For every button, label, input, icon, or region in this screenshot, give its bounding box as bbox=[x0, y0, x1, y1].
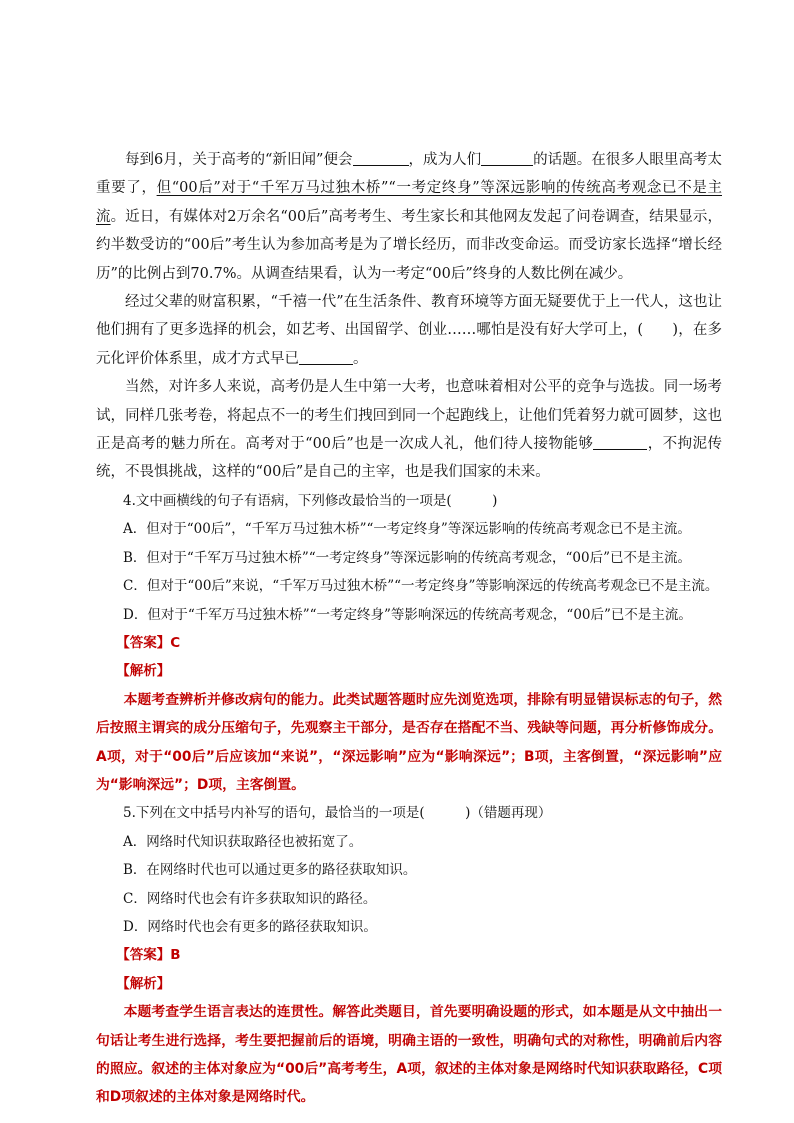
underlined-sentence: 但“00后”对于“千军万马过独木桥”“一考定终身”等深远影响的传统高考观念已不是主流 bbox=[96, 180, 722, 225]
passage-paragraph-3 bbox=[96, 373, 722, 487]
question-4-option-d: D．但对于“千军万马过独木桥”“一考定终身”等影响深远的传统高考观念，“00后”已不是主流。 bbox=[123, 606, 692, 623]
question-4-answer: 【答案】C bbox=[116, 634, 181, 651]
passage-text: 当然，对许多人来说，高考仍是人生中第一大考，也意味着相对公平的竞争与选拔。同一场考试，同样几张考卷，将起点不一的考生们拽回到同一个起跑线上，让他们凭着努力就可圆梦，这也正是高考的魅力所在。高考对于“00后”也是一次成人礼，他们待人接物能够 bbox=[96, 379, 722, 453]
passage-text: 。近日，有媒体对2万余名“00后”高考考生、考生家长和其他网友发起了问卷调查，结果显示，约半数受访的“00后”考生认为参加高考是为了增长经历，而非改变命运。而受访家长选择“增长经历”的比例占到70.7%。从调查结果看，认为一考定“00后”终身的人数比例在减少。 bbox=[96, 208, 723, 282]
document-body bbox=[96, 146, 722, 1112]
passage-text: ，不拘泥传统，不畏惧挑战，这样的“00后”是自己的主宰，也是我们国家的未来。 bbox=[96, 436, 722, 481]
question-4-analysis-label: 【解析】 bbox=[116, 663, 171, 680]
fill-blank-3 bbox=[299, 349, 353, 365]
question-5-analysis-label: 【解析】 bbox=[116, 975, 171, 992]
passage-text: 的话题。在很多人眼里高考太重要了， bbox=[96, 152, 722, 197]
passage-paragraph-1 bbox=[96, 146, 722, 288]
question-5-analysis: 本题考查学生语言表达的连贯性。解答此类题目，首先要明确设题的形式，如本题是从文中抽出一句话让考生进行选择，考生要把握前后的语境，明确主语的一致性，明确句式的对称性，明确前后内容的照应。叙述的主体对象应为“00后”高考考生，A项，叙述的主体对象是网络时代知识获取路径，C项和D项叙述的主体对象是网络时代。 bbox=[96, 1004, 722, 1106]
fill-blank-4 bbox=[593, 435, 647, 451]
question-5-stem: 5.下列在文中括号内补写的语句，最恰当的一项是( )（错题再现） bbox=[123, 805, 552, 822]
question-4-option-a: A．但对于“00后”，“千军万马过独木桥”“一考定终身”等深远影响的传统高考观念已不是主流。 bbox=[123, 521, 691, 538]
question-4-analysis: 本题考查辨析并修改病句的能力。此类试题答题时应先浏览选项，排除有明显错误标志的句子，然后按照主谓宾的成分压缩句子，先观察主干部分，是否存在搭配不当、残缺等问题，再分析修饰成分。A项，对于“00后”后应该加“来说”，“深远影响”应为“影响深远”；B项，主客倒置，“深远影响”应为“影响深远”；D项，主客倒置。 bbox=[96, 691, 722, 793]
question-5-option-c: C．网络时代也会有许多获取知识的路径。 bbox=[123, 890, 377, 907]
question-4-option-c: C．但对于“00后”来说，“千军万马过独木桥”“一考定终身”等影响深远的传统高考观念已不是主流。 bbox=[123, 578, 719, 595]
passage-text: 每到6月，关于高考的“新旧闻”便会 bbox=[125, 152, 353, 168]
fill-blank-1 bbox=[353, 151, 409, 167]
fill-blank-2 bbox=[481, 151, 533, 167]
passage-paragraph-2 bbox=[96, 288, 722, 373]
passage-text: 经过父辈的财富积累，“千禧一代”在生活条件、教育环境等方面无疑要优于上一代人，这也让他们拥有了更多选择的机会，如艺考、出国留学、创业……哪怕是没有好大学可上，( )，在多元化评价体系里，成才方式早已 bbox=[96, 294, 722, 367]
question-4-stem: 4.文中画横线的句子有语病，下列修改最恰当的一项是( ) bbox=[123, 492, 498, 509]
question-5-option-a: A．网络时代知识获取路径也被拓宽了。 bbox=[123, 833, 363, 850]
question-5-option-d: D．网络时代也会有更多的路径获取知识。 bbox=[123, 918, 377, 935]
question-4-option-b: B．但对于“千军万马过独木桥”“一考定终身”等深远影响的传统高考观念，“00后”已不是主流。 bbox=[123, 549, 692, 566]
passage-text: 。 bbox=[353, 350, 368, 367]
question-5-option-b: B．在网络时代也可以通过更多的路径获取知识。 bbox=[123, 862, 417, 879]
question-5-answer: 【答案】B bbox=[116, 947, 181, 964]
passage-text: ，成为人们 bbox=[408, 152, 482, 168]
